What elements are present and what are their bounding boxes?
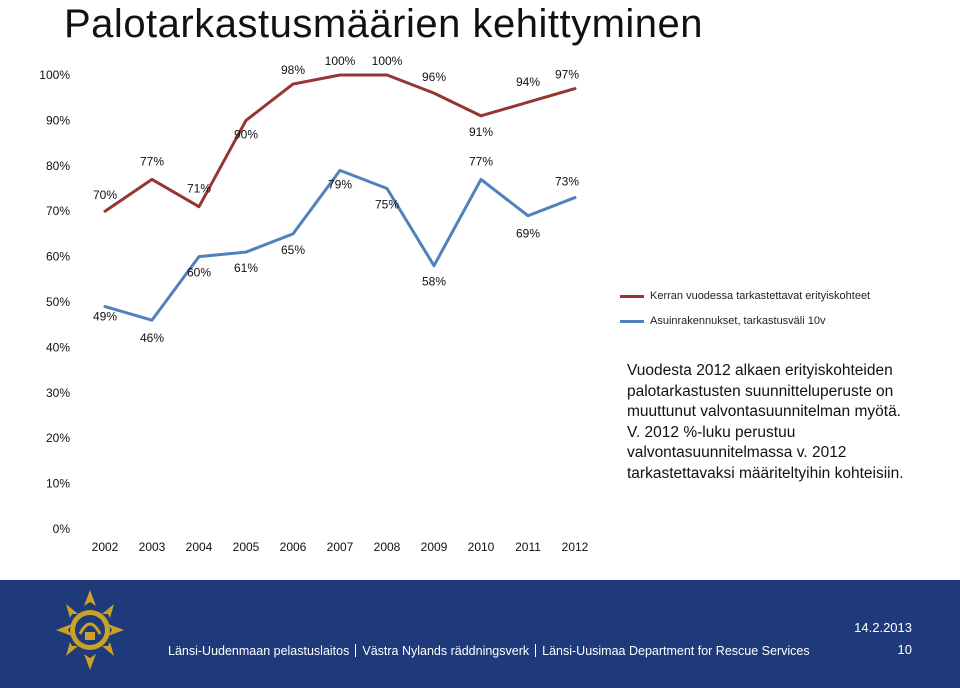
footer-org-sv: Västra Nylands räddningsverk — [362, 644, 530, 658]
footer-bar — [0, 580, 960, 688]
x-tick-label: 2010 — [467, 540, 495, 554]
y-tick-label: 100% — [39, 68, 70, 82]
y-tick-label: 70% — [45, 204, 70, 219]
x-tick-label: 2011 — [515, 540, 541, 554]
page-title: Palotarkastusmäärien kehittyminen — [64, 2, 704, 46]
y-tick-label: 20% — [45, 431, 70, 446]
x-tick-label: 2008 — [373, 540, 401, 554]
data-label: 77% — [139, 154, 165, 169]
y-tick-label: 0% — [52, 522, 70, 536]
footer-org-en: Länsi-Uusimaa Department for Rescue Services — [542, 644, 810, 658]
data-label: 98% — [280, 63, 306, 78]
footer-separator — [355, 644, 356, 657]
y-tick-label: 30% — [45, 385, 70, 400]
data-label: 49% — [92, 309, 118, 324]
x-tick-label: 2007 — [326, 540, 354, 554]
legend-label-1: Kerran vuodessa tarkastettavat erityiskohteet — [650, 290, 871, 302]
data-label: 100% — [371, 54, 403, 68]
legend-item-series-2 — [620, 313, 870, 329]
data-label: 91% — [468, 124, 494, 139]
data-label: 69% — [515, 226, 541, 241]
x-tick-label: 2002 — [91, 540, 119, 554]
rescue-services-logo-icon — [54, 588, 126, 672]
y-tick-label: 60% — [45, 249, 70, 264]
legend-swatch-1 — [620, 295, 644, 298]
footer-separator — [535, 644, 536, 657]
y-tick-label: 80% — [45, 158, 70, 173]
data-label: 73% — [554, 174, 580, 189]
y-tick-label: 50% — [45, 295, 70, 309]
data-label: 58% — [421, 274, 447, 289]
x-axis — [92, 540, 589, 554]
data-label: 65% — [280, 242, 306, 257]
data-label: 61% — [233, 261, 259, 276]
data-label: 75% — [374, 197, 400, 212]
y-tick-label: 10% — [45, 476, 70, 491]
y-tick-label: 90% — [45, 113, 70, 128]
page-number: 10 — [897, 642, 912, 657]
data-label: 100% — [324, 54, 356, 68]
data-label: 77% — [468, 154, 494, 169]
note-text: Vuodesta 2012 alkaen erityiskohteiden palotarkastusten suunnitteluperuste on muuttunut valvontasuunnitelman myötä. V. 2012 %-luku perustuu valvontasuunnitelmassa v. 2012 tarkastettavaksi määriteltyihin kohteisiin. — [627, 362, 904, 482]
x-tick-label: 2012 — [561, 540, 589, 554]
data-label: 46% — [139, 331, 165, 346]
x-tick-label: 2009 — [420, 540, 448, 554]
series-lines — [105, 75, 575, 320]
footer-organisation — [168, 644, 810, 658]
data-label: 96% — [421, 70, 447, 85]
data-label: 94% — [515, 75, 541, 90]
legend — [620, 288, 870, 338]
data-label: 71% — [186, 181, 212, 196]
x-tick-label: 2005 — [232, 540, 260, 554]
x-tick-label: 2006 — [279, 540, 307, 554]
x-tick-label: 2004 — [185, 540, 213, 554]
footer-org-fi: Länsi-Uudenmaan pelastuslaitos — [168, 644, 350, 658]
data-label: 90% — [233, 127, 259, 142]
y-tick-label: 40% — [45, 340, 70, 355]
legend-item-series-1 — [620, 288, 870, 304]
data-label: 97% — [554, 67, 580, 82]
legend-swatch-2 — [620, 320, 644, 323]
x-tick-label: 2003 — [138, 540, 166, 554]
data-label: 60% — [186, 265, 212, 280]
footer-date: 14.2.2013 — [854, 620, 912, 635]
y-axis — [39, 68, 70, 536]
legend-label-2: Asuinrakennukset, tarkastusväli 10v — [650, 315, 826, 327]
data-label: 79% — [327, 177, 353, 192]
data-label: 70% — [92, 188, 118, 203]
